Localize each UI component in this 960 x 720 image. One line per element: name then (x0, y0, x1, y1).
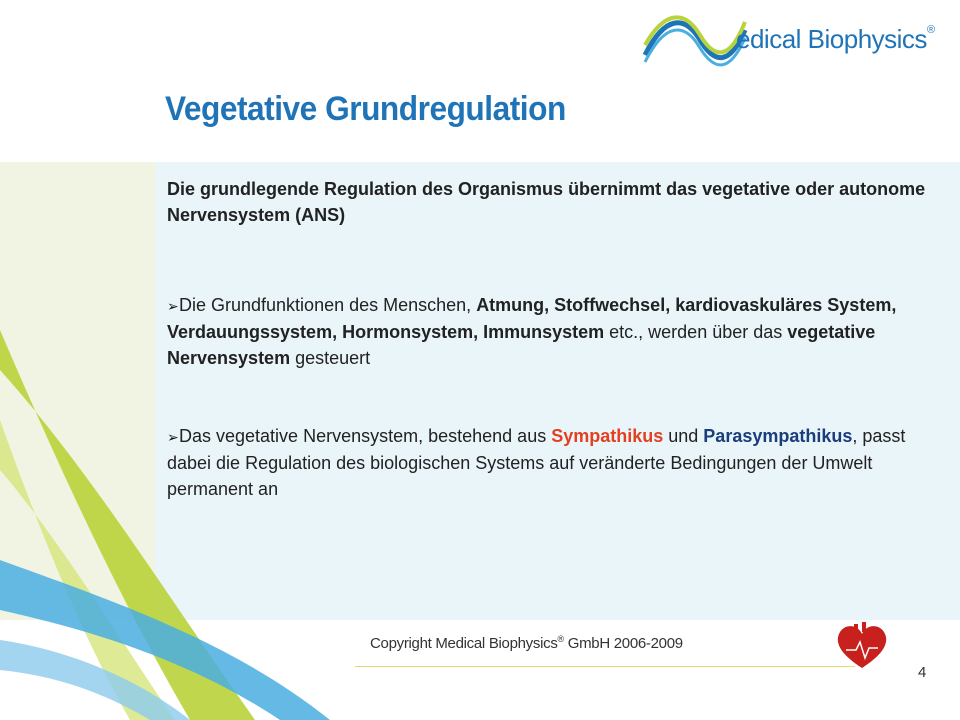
body-text (167, 176, 937, 502)
arrow-bullet-icon: ➢ (167, 298, 179, 314)
logo-wave-icon (640, 10, 750, 70)
heart-icon (832, 620, 892, 672)
copyright-footer: Copyright Medical Biophysics® GmbH 2006-2009 (370, 634, 683, 652)
intro-paragraph: Die grundlegende Regulation des Organismus übernimmt das vegetative oder autonome Nervensystem (ANS) (167, 179, 926, 225)
bullet-grundfunktionen: ➢Die Grundfunktionen des Menschen, Atmung, Stoffwechsel, kardiovaskuläres System, Verdauungssystem, Hormonsystem, Immunsystem etc., werden über das vegetative Nervensystem gesteuert (167, 295, 897, 368)
sympathikus-term: Sympathikus (551, 426, 664, 446)
company-logo (640, 10, 950, 70)
parasympathikus-term: Parasympathikus (703, 426, 853, 446)
arrow-bullet-icon: ➢ (167, 429, 179, 445)
bullet-nervensystem: ➢Das vegetative Nervensystem, bestehend aus Sympathikus und Parasympathikus, passt dabei die Regulation des biologischen Systems auf veränderte Bedingungen der Umwelt permanent an (167, 426, 906, 499)
page-title: Vegetative Grundregulation (165, 90, 566, 128)
page-number: 4 (918, 664, 927, 681)
logo-text: edical Biophysics® (736, 24, 935, 54)
footer-divider (355, 666, 855, 667)
